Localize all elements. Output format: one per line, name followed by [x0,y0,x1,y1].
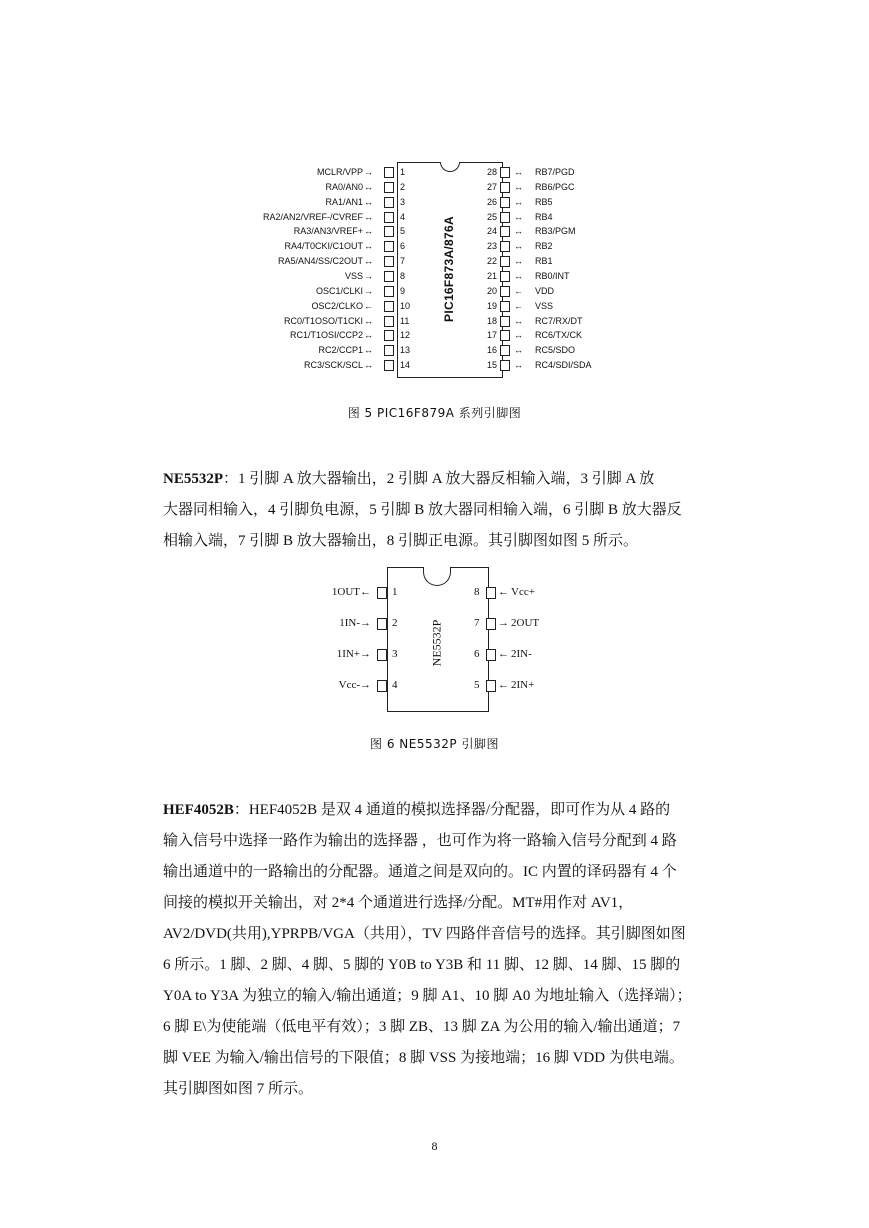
pin-number: 4 [392,679,398,691]
paragraph-line: AV2/DVD(共用),YPRPB/VGA（共用），TV 四路伴音信号的选择。其引脚图如图 [163,926,686,942]
pin-number: 22 [487,256,498,267]
pin-arrow-icon: → [364,270,373,281]
pin-number: 18 [487,315,498,326]
pin-arrow-icon: ↔ [514,256,523,267]
pin-arrow-icon: ↔ [364,315,373,326]
pin-pad [500,256,510,267]
pin-label: RB3/PGM [535,226,576,237]
paragraph-line: HEF4052B：HEF4052B 是双 4 通道的模拟选择器/分配器，即可作为从 4 路的 [163,802,671,818]
pin-24 [250,225,630,237]
pin-number: 19 [487,300,498,311]
pin-arrow-icon: ↔ [514,345,523,356]
pin-label: VSS [344,270,363,281]
pin-18 [250,315,630,327]
paragraph-line: 输出通道中的一路输出的分配器。通道之间是双向的。IC 内置的译码器有 4 个 [163,864,677,880]
pin-25 [250,211,630,223]
pin-arrow-icon: ↔ [364,330,373,341]
pin-number: 8 [400,270,406,281]
pin-number: 2 [392,617,398,629]
pin-arrow-icon: ↔ [514,330,523,341]
pin-pad [500,241,510,252]
pin-label: RB5 [535,196,553,207]
pin-17 [250,329,630,341]
pin-label: MCLR/VPP [316,167,363,177]
pin-label: 1IN+ [336,648,360,660]
pin-arrow-icon: ↔ [514,270,523,281]
pin-23 [250,240,630,252]
pin-label: RC0/T1OSO/T1CKI [283,315,363,326]
figure-6-caption: 图 6 NE5532P 引脚图 [370,737,499,751]
paragraph-line: 脚 VEE 为输入/输出信号的下限值；8 脚 VSS 为接地端；16 脚 VDD 为供电端。 [163,1050,684,1066]
pin-number: 26 [487,196,498,207]
pin-22 [250,255,630,267]
pin-arrow-icon: ↔ [514,226,523,237]
pin-arrow-icon: → [360,648,371,660]
chip-name: PIC16F873A/876A [442,216,456,322]
paragraph-line: Y0A to Y3A 为独立的输入/输出通道；9 脚 A1、10 脚 A0 为地址输入（选择端）； [163,988,692,1004]
pin-number: 14 [400,360,411,371]
pin-pad [500,271,510,282]
pin-arrow-icon: → [364,285,373,296]
page-number: 8 [431,1139,438,1153]
pin-number: 4 [400,211,406,222]
pin-label: RA0/AN0 [325,181,363,192]
pin-27 [250,181,630,193]
pin-number: 9 [400,285,406,296]
pin-label: RC4/SDI/SDA [535,360,592,371]
pin-label: 2IN+ [511,679,535,691]
pin-label: RC3/SCK/SCL [303,360,363,371]
pin-pad [500,182,510,193]
pin-label: VSS [535,300,554,311]
pin-label: RC5/SDO [535,345,576,356]
pin-arrow-icon: ← [364,300,373,311]
pin-number: 6 [474,648,480,660]
figure-ne5532p-pinout [320,565,560,715]
pin-label: RA5/AN4/SS/C2OUT [277,256,363,267]
pin-number: 5 [400,226,406,237]
pin-number: 3 [400,196,406,207]
pin-arrow-icon: ↔ [364,196,373,207]
pin-pad [486,680,496,692]
pin-number: 25 [487,211,498,222]
pin-arrow-icon: ↔ [364,181,373,192]
pin-7 [320,615,560,631]
pin-pad [500,301,510,312]
pin-pad [500,212,510,223]
figure-pic16f873a-pinout [250,160,630,380]
pin-arrow-icon: ↔ [514,315,523,326]
pin-label: Vcc- [338,679,360,691]
pin-number: 1 [400,167,406,177]
pin-pad [486,618,496,630]
pin-label: RB1 [535,256,553,267]
pin-15 [250,359,630,371]
pin-19 [250,300,630,312]
pin-arrow-icon: ↔ [364,360,373,371]
pin-arrow-icon: ↔ [514,211,523,222]
part-name: NE5532P [163,471,223,487]
paragraph-line: 6 脚 E\为使能端（低电平有效）；3 脚 ZB、13 脚 ZA 为公用的输入/输出通道；7 [163,1019,681,1035]
pin-pad [500,197,510,208]
pin-arrow-icon: ↔ [364,241,373,252]
pin-number: 28 [487,167,498,177]
pin-label: RB0/INT [535,270,570,281]
pin-label: OSC1/CLKI [315,285,363,296]
pin-arrow-icon: ↔ [514,241,523,252]
pin-number: 5 [474,679,480,691]
pin-number: 3 [392,648,398,660]
pin-label: Vcc+ [511,586,535,598]
pin-arrow-icon: ↔ [364,226,373,237]
paragraph-line: 相输入端，7 引脚 B 放大器输出，8 引脚正电源。其引脚图如图 5 所示。 [163,533,639,549]
pin-arrow-icon: ← [498,679,509,691]
pin-28 [250,166,630,178]
pin-label: RB4 [535,211,553,222]
figure-5-caption: 图 5 PIC16F879A 系列引脚图 [347,406,522,420]
pin-arrow-icon: → [360,679,371,691]
pin-label: 2IN- [511,648,532,660]
pin-label: RB2 [535,241,553,252]
pin-20 [250,285,630,297]
pin-number: 10 [400,300,411,311]
pin-pad [500,330,510,341]
pin-number: 2 [400,181,406,192]
pin-label: RA4/T0CKI/C1OUT [284,241,363,252]
pin-label: RB7/PGD [535,167,575,177]
pin-label: RC1/T1OSI/CCP2 [289,330,363,341]
pin-number: 1 [392,586,398,598]
pin-5 [320,677,560,693]
pin-arrow-icon: ↔ [514,167,523,177]
pin-label: 2OUT [511,617,540,629]
pin-8 [320,584,560,600]
pin-arrow-icon: ← [498,648,509,660]
pin-number: 23 [487,241,498,252]
pin-label: OSC2/CLKO [311,300,363,311]
pin-arrow-icon: ↔ [514,360,523,371]
pin-number: 12 [400,330,411,341]
paragraph-ne5532p [163,464,741,557]
paragraph-line: 输入信号中选择一路作为输出的选择器 ，也可作为将一路输入信号分配到 4 路 [163,833,677,849]
pin-arrow-icon: ↔ [514,196,523,207]
pin-number: 13 [400,345,411,356]
pin-number: 24 [487,226,498,237]
pin-pad [486,587,496,599]
chip-name: NE5532P [429,619,444,667]
pin-label: RC7/RX/DT [535,315,583,326]
pin-number: 27 [487,181,498,192]
pin-label: VDD [535,285,555,296]
pin-label: 1OUT [331,586,360,598]
pin-arrow-icon: ↔ [364,345,373,356]
part-name: HEF4052B [163,802,234,818]
pin-arrow-icon: → [360,617,371,629]
pin-pad [500,226,510,237]
pin-label: RA3/AN3/VREF+ [293,226,363,237]
pin-pad [500,360,510,371]
pin-number: 16 [487,345,498,356]
pin-number: 8 [474,586,480,598]
pin-pad [500,167,510,178]
pin-label: RA2/AN2/VREF-/CVREF [262,211,363,222]
pin-pad [486,649,496,661]
pin-number: 7 [400,256,406,267]
pin-number: 6 [400,241,406,252]
pin-label: RB6/PGC [535,181,575,192]
paragraph-line: 其引脚图如图 7 所示。 [163,1081,314,1097]
paragraph-line: 大器同相输入，4 引脚负电源，5 引脚 B 放大器同相输入端，6 引脚 B 放大器反 [163,502,682,518]
pin-pad [500,345,510,356]
pin-number: 21 [487,270,498,281]
pin-arrow-icon: ↔ [514,181,523,192]
pin-number: 7 [474,617,480,629]
paragraph-line: 6 所示。1 脚、2 脚、4 脚、5 脚的 Y0B to Y3B 和 11 脚、12 脚、14 脚、15 脚的 [163,957,681,973]
pin-arrow-icon: ← [514,285,523,296]
pin-pad [500,286,510,297]
pin-6 [320,646,560,662]
paragraph-line: 间接的模拟开关输出，对 2*4 个通道进行选择/分配。MT#用作对 AV1， [163,895,634,911]
pin-16 [250,344,630,356]
pin-arrow-icon: → [498,617,509,629]
paragraph-hef4052b [163,795,741,1105]
pin-arrow-icon: ← [514,300,523,311]
pin-arrow-icon: ↔ [364,211,373,222]
pin-26 [250,196,630,208]
pin-label: RC2/CCP1 [318,345,363,356]
paragraph-line: NE5532P：1 引脚 A 放大器输出，2 引脚 A 放大器反相输入端，3 引脚 A 放 [163,471,655,487]
pin-number: 15 [487,360,498,371]
pin-21 [250,270,630,282]
pin-number: 20 [487,285,498,296]
pin-pad [500,316,510,327]
pin-label: RC6/TX/CK [535,330,583,341]
pin-number: 17 [487,330,498,341]
pin-arrow-icon: → [364,167,373,177]
pin-number: 11 [400,315,410,326]
pin-label: 1IN- [339,617,360,629]
pin-arrow-icon: ← [360,586,371,598]
pin-arrow-icon: ← [498,586,509,598]
pin-arrow-icon: ↔ [364,256,373,267]
pin-label: RA1/AN1 [325,196,363,207]
